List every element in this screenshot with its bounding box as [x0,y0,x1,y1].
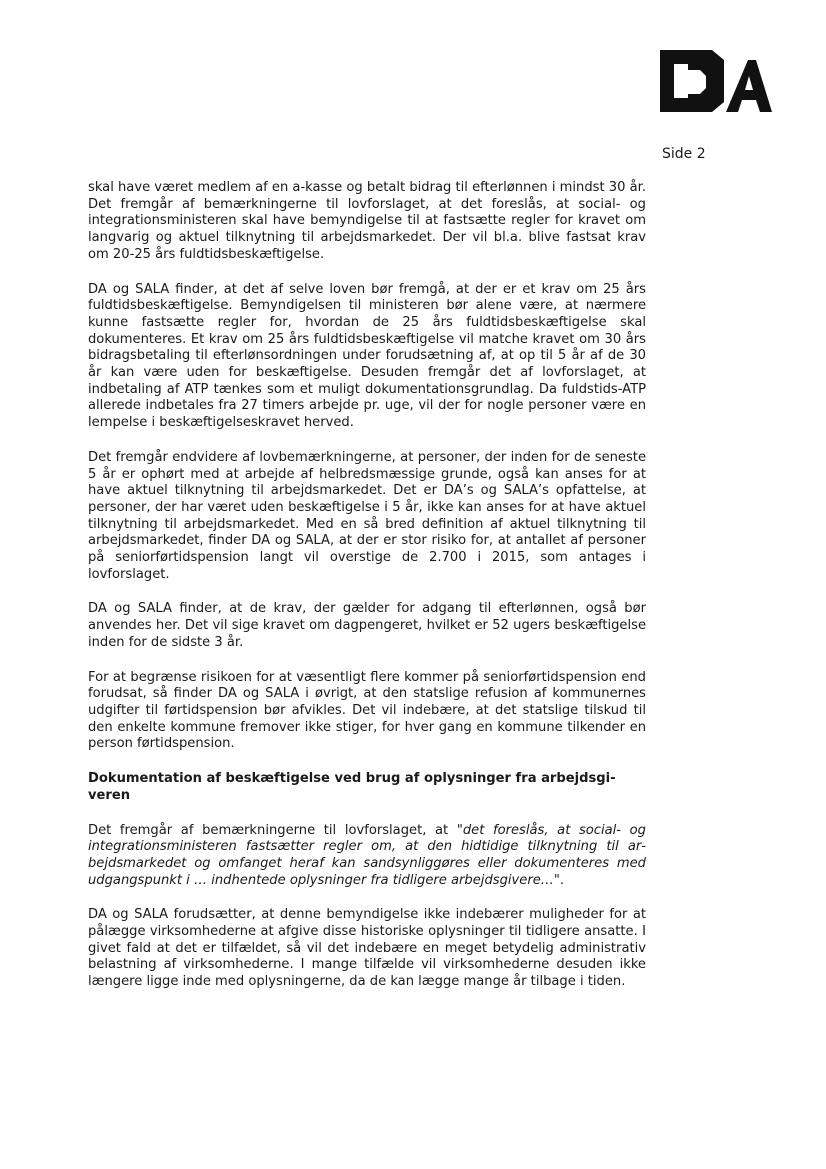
quote-paragraph [88,823,646,890]
quote-intro: Det fremgår af bemærkningerne til lovforslaget, at [88,822,457,838]
final-paragraph: DA og SALA forudsætter, at denne bemyndigelse ikke indebærer muligheder for at pålægge virksomhederne at afgive disse historiske oplysninger til tidligere ansatte. I givet fald at det er tilfældet, så vil det indebære en meget betydelig administrativ belastning af virksomhederne. I mange tilfælde vil virksomhederne desuden ikke længere ligge inde med oplysningerne, da de kan lægge mange år tilbage i tiden. [88,907,646,990]
paragraph-5: For at begrænse risikoen for at væsentligt flere kommer på seniorførtidspension end forudsat, så finder DA og SALA i øvrigt, at den statslige refusion af kommunernes udgifter til førtidspension bør afvikles. Det vil indebære, at det statslige tilskud til den enkelte kommune fremover ikke stiger, for hver gang en kommune tilkender en person førtidspension. [88,669,646,752]
section-heading: Dokumentation af beskæftigelse ved brug af oplysninger fra arbejdsgiveren [88,771,616,803]
paragraph-1: skal have været medlem af en a-kasse og betalt bidrag til efterlønnen i mindst 30 år. Det fremgår af bemærkningerne til lovforslaget, at det foreslås, at social- og integrationsministeren skal have bemyndigelse til at fastsætte regler for kravet om langvarig og aktuel tilknytning til arbejdsmarkedet. Der vil bl.a. blive fastsat krav om 20-25 års fuldtidsbeskæftigelse. [88,180,646,262]
paragraph-3: Det fremgår endvidere af lovbemærkningerne, at personer, der inden for de seneste 5 år er ophørt med at arbejde af helbredsmæssige grunde, også kan anses for at have aktuel tilknytning til arbejdsmarkedet. Det er DA’s og SALA’s opfattelse, at personer, der har været uden beskæftigelse i 5 år, ikke kan anses for at have aktuel tilknytning til arbejdsmarkedet. Med en så bred definition af aktuel tilknytning til arbejdsmarkedet, finder DA og SALA, at der er stor risiko for, at antallet af personer på seniorførtidspension langt vil overstige de 2.700 i 2015, som antages i lovforslaget. [88,449,646,582]
page-number: Side 2 [662,146,706,162]
paragraph-4: DA og SALA finder, at de krav, der gælder for adgang til efterlønnen, også bør anvendes her. Det vil sige kravet om dagpengeret, hvilket er 52 ugers beskæftigelse inden for de sidste 3 år. [88,601,646,650]
document-body [88,180,646,1009]
quote-text: "det foreslås, at social- og integrationsministeren fastsætter regler om, at den hidtidige tilknytning til arbejdsmarkedet og omfanget heraf kan sandsynliggøres eller dokumenteres med udgangspunkt i … indhentede oplysninger fra tidligere arbejdsgivere…" [88,822,646,888]
paragraph-2: DA og SALA finder, at det af selve loven bør fremgå, at der er et krav om 25 års fuldtidsbeskæftigelse. Bemyndigelsen til ministeren bør alene være, at nærmere kunne fastsætte regler for, hvordan de 25 års fuldtidsbeskæftigelse skal dokumenteres. Et krav om 25 års fuldtidsbeskæftigelse vil matche kravet om 30 års bidragsbetaling til efterlønsordningen under forudsætning af, at op til 5 år af de 30 år kan være uden for beskæftigelse. Desuden fremgår det af lovforslaget, at indbetaling af ATP tænkes som et muligt dokumentationsgrundlag. Da fuldstids-ATP allerede indbetales fra 27 timers arbejde pr. uge, vil der for nogle personer være en lempelse i beskæftigelseskravet herved. [88,281,646,431]
quote-outro: . [559,872,565,888]
da-logo-icon [660,50,772,112]
